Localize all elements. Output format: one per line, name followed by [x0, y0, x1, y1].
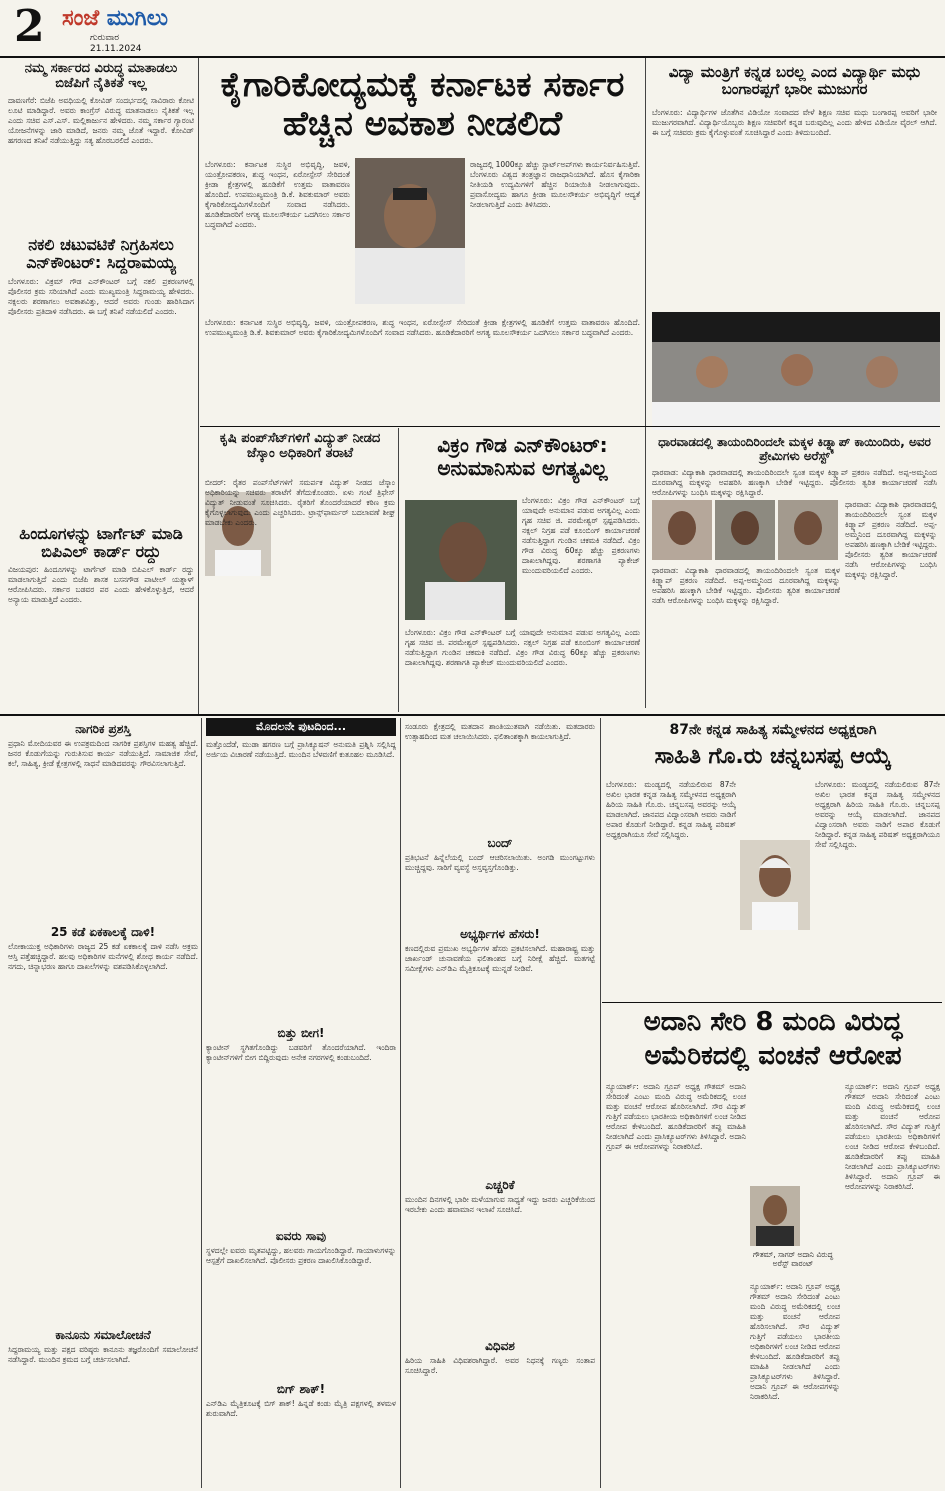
masthead: [0, 0, 945, 58]
column-divider: [201, 718, 202, 1488]
column-body: ಪ್ರತಿಭಟನೆ ಹಿನ್ನೆಲೆಯಲ್ಲಿ ಬಂದ್ ಆಚರಿಸಲಾಯಿತು. ಅಂಗಡಿ ಮುಂಗಟ್ಟುಗಳು ಮುಚ್ಚಿದ್ದವು. ಸಾರಿಗೆ ವ್ಯವಸ್ಥೆ ಅಸ್ತವ್ಯಸ್ತಗೊಂಡಿತ್ತು.: [405, 853, 595, 872]
column-body: ಸ್ಥಳದಲ್ಲೇ ಐವರು ಮೃತಪಟ್ಟಿದ್ದು, ಹಲವರು ಗಾಯಗೊಂಡಿದ್ದಾರೆ. ಗಾಯಾಳುಗಳನ್ನು ಆಸ್ಪತ್ರೆಗೆ ದಾಖಲಿಸಲಾಗಿದೆ. ಪೊಲೀಸರು ಪ್ರಕರಣ ದಾಖಲಿಸಿಕೊಂಡಿದ್ದಾರೆ.: [206, 1246, 396, 1265]
lead-body: ಬೆಂಗಳೂರು: ಕರ್ನಾಟಕ ಸುಸ್ಥಿರ ಅಭಿವೃದ್ಧಿ, ಜವಳಿ, ಯಂತ್ರೋಪಕರಣ, ಶುದ್ಧ ಇಂಧನ, ಏರೋಸ್ಪೇಸ್ ಸೇರಿದಂತೆ ಕ್ರೀಡಾ ಕ್ಷೇತ್ರಗಳಲ್ಲಿ ಹೂಡಿಕೆಗೆ ಉತ್ತಮ ವಾತಾವರಣ ಹೊಂದಿದೆ. ಉಪಮುಖ್ಯಮಂತ್ರಿ ಡಿ.ಕೆ. ಶಿವಕುಮಾರ್ ಅವರು ಕೈಗಾರಿಕೋದ್ಯಮಿಗಳೊಂದಿಗೆ ಸಂವಾದ ನಡೆಸಿದರು. ಹೂಡಿಕೆದಾರರಿಗೆ ಅಗತ್ಯ ಮೂಲಸೌಕರ್ಯ ಒದಗಿಸಲು ಸರ್ಕಾರ ಬದ್ಧವಾಗಿದೆ ಎಂದರು.: [205, 318, 640, 337]
story-headline: ನಮ್ಮ ಸರ್ಕಾರದ ವಿರುದ್ಧ ಮಾತಾಡಲು ಬಿಜೆಪಿಗೆ ನೈತಿಕತೆ ಇಲ್ಲ: [24, 61, 178, 91]
column-body: ಎನ್‌ಡಿಎ ಮೈತ್ರಿಕೂಟಕ್ಕೆ ಬಿಗ್ ಶಾಕ್! ಹಿನ್ನಡೆ ಕಂಡು ಮೈತ್ರಿ ಪಕ್ಷಗಳಲ್ಲಿ ತಳಮಳ ಶುರುವಾಗಿದೆ.: [206, 1399, 396, 1418]
dharwad-body: ಧಾರವಾಡ: ವಿದ್ಯಾಕಾಶಿ ಧಾರವಾಡದಲ್ಲಿ ತಾಯಂದಿರಿಂದಲೇ ಸ್ವಂತ ಮಕ್ಕಳ ಕಿಡ್ನ್ಯಾಪ್ ಪ್ರಕರಣ ನಡೆದಿದೆ. ಅಪ್ಪ-ಅಮ್ಮನಿಂದ ದೂರವಾಗಿದ್ದ ಮಕ್ಕಳನ್ನು ಅಪಹರಿಸಿ ಹಣಕ್ಕಾಗಿ ಬೇಡಿಕೆ ಇಟ್ಟಿದ್ದರು. ಪೊಲೀಸರು ತ್ವರಿತ ಕಾರ್ಯಾಚರಣೆ ನಡೆಸಿ ಆರೋಪಿಗಳನ್ನು ಬಂಧಿಸಿ ಮಕ್ಕಳನ್ನು ರಕ್ಷಿಸಿದ್ದಾರೆ.: [845, 500, 937, 579]
weekday: ಗುರುವಾರ: [90, 33, 120, 43]
sammelana-headline: 87ನೇ ಕನ್ನಡ ಸಾಹಿತ್ಯ ಸಮ್ಮೇಳನದ ಅಧ್ಯಕ್ಷರಾಗಿ: [669, 722, 877, 738]
sammelana-body: ಬೆಂಗಳೂರು: ಮಂಡ್ಯದಲ್ಲಿ ನಡೆಯಲಿರುವ 87ನೇ ಅಖಿಲ ಭಾರತ ಕನ್ನಡ ಸಾಹಿತ್ಯ ಸಮ್ಮೇಳನದ ಅಧ್ಯಕ್ಷರಾಗಿ ಹಿರಿಯ ಸಾಹಿತಿ ಗೊ.ರು. ಚನ್ನಬಸಪ್ಪ ಅವರನ್ನು ಆಯ್ಕೆ ಮಾಡಲಾಗಿದೆ. ಜಾನಪದ ವಿದ್ವಾಂಸರಾಗಿ ಅವರು ನಾಡಿಗೆ ಅಪಾರ ಕೊಡುಗೆ ನೀಡಿದ್ದಾರೆ. ಕನ್ನಡ ಸಾಹಿತ್ಯ ಪರಿಷತ್ ಅಧ್ಯಕ್ಷರಾಗಿಯೂ ಸೇವೆ ಸಲ್ಲಿಸಿದ್ದರು.: [606, 780, 736, 839]
accused-photo: [778, 500, 838, 560]
column-body: ಕಣದಲ್ಲಿರುವ ಪ್ರಮುಖ ಅಭ್ಯರ್ಥಿಗಳ ಹೆಸರು ಪ್ರಕಟಿಸಲಾಗಿದೆ. ಮಹಾರಾಷ್ಟ್ರ ಮತ್ತು ಜಾರ್ಖಂಡ್ ಚುನಾವಣೆಯ ಫಲಿತಾಂಶದ ಬಗ್ಗೆ ನಿರೀಕ್ಷೆ ಹೆಚ್ಚಿದೆ. ಮತಗಟ್ಟೆ ಸಮೀಕ್ಷೆಗಳು ಎನ್‌ಡಿಎ ಮೈತ್ರಿಕೂಟಕ್ಕೆ ಮುನ್ನಡೆ ನೀಡಿವೆ.: [405, 944, 595, 973]
adani-headline: ಅದಾನಿ ಸೇರಿ 8 ಮಂದಿ ವಿರುದ್ಧ: [643, 1007, 903, 1037]
adani-photo-caption: ಗೌತಮ್, ಸಾಗರ್ ಅದಾನಿ ವಿರುದ್ಧ ಅರೆಸ್ಟ್ ವಾರಂಟ್: [752, 1250, 834, 1268]
story-headline: ಹಿಂದೂಗಳನ್ನು ಟಾರ್ಗೆಟ್ ಮಾಡಿ ಬಿಪಿಎಲ್ ಕಾರ್ಡ್ ರದ್ದು: [19, 523, 183, 562]
continued-column-1: [8, 722, 198, 1482]
accused-photo: [652, 500, 712, 560]
column-body: ಹಿರಿಯ ಸಾಹಿತಿ ವಿಧಿವಶರಾಗಿದ್ದಾರೆ. ಅವರ ನಿಧನಕ್ಕೆ ಗಣ್ಯರು ಸಂತಾಪ ಸೂಚಿಸಿದ್ದಾರೆ.: [405, 1356, 595, 1375]
column-heading: ನಾಗರಿಕ ಪ್ರಶಸ್ತಿ: [75, 722, 131, 736]
column-divider: [198, 58, 199, 714]
column-heading: ಐವರು ಸಾವು: [275, 1229, 327, 1243]
column-heading: ಬಿಗ್ ಶಾಕ್!: [276, 1382, 326, 1396]
column-heading: ಕಾನೂನು ಸಮಾಲೋಚನೆ: [55, 1328, 151, 1342]
date: 21.11.2024: [90, 44, 142, 54]
krishi-headline: ಕೃಷಿ ಪಂಪ್‌ಸೆಟ್‌ಗಳಿಗೆ ವಿದ್ಯುತ್ ನೀಡದ ಜೆಸ್ಕಾಂ ಅಧಿಕಾರಿಗೆ ತರಾಟೆ: [219, 431, 381, 461]
continued-banner: ಮೊದಲನೇ ಪುಟದಿಂದ...: [206, 718, 396, 736]
section-rule: [602, 1002, 942, 1003]
education-headline: ವಿದ್ಯಾ ಮಂತ್ರಿಗೆ ಕನ್ನಡ ಬರಲ್ಲ ಎಂದ ವಿದ್ಯಾರ್ಥಿ ಮಧು ಬಂಗಾರಪ್ಪಗೆ ಭಾರೀ ಮುಜುಗರ: [668, 63, 921, 99]
column-body: ಸಂಡೂರು ಕ್ಷೇತ್ರದಲ್ಲಿ ಮತದಾನ ಶಾಂತಿಯುತವಾಗಿ ನಡೆಯಿತು. ಮತದಾರರು ಉತ್ಸಾಹದಿಂದ ಮತ ಚಲಾಯಿಸಿದರು. ಫಲಿತಾಂಶಕ್ಕಾಗಿ ಕಾಯಲಾಗುತ್ತಿದೆ.: [405, 722, 595, 741]
lead-body: ರಾಜ್ಯದಲ್ಲಿ 1000ಕ್ಕೂ ಹೆಚ್ಚು ಸ್ಟಾರ್ಟ್‌ಅಪ್‌ಗಳು ಕಾರ್ಯನಿರ್ವಹಿಸುತ್ತಿವೆ. ಬೆಂಗಳೂರು ವಿಶ್ವದ ತಂತ್ರಜ್ಞಾನ ರಾಜಧಾನಿಯಾಗಿದೆ. ಹೊಸ ಕೈಗಾರಿಕಾ ನೀತಿಯಡಿ ಉದ್ಯಮಿಗಳಿಗೆ ಹೆಚ್ಚಿನ ರಿಯಾಯಿತಿ ನೀಡಲಾಗುವುದು. ಪ್ರವಾಸೋದ್ಯಮ ಹಾಗೂ ಕ್ರೀಡಾ ಮೂಲಸೌಕರ್ಯ ಅಭಿವೃದ್ಧಿಗೆ ಆದ್ಯತೆ ನೀಡಲಾಗುತ್ತಿದೆ ಎಂದು ತಿಳಿಸಿದರು.: [470, 160, 640, 209]
adani-body: ನ್ಯೂಯಾರ್ಕ್: ಅದಾನಿ ಗ್ರೂಪ್ ಅಧ್ಯಕ್ಷ ಗೌತಮ್ ಅದಾನಿ ಸೇರಿದಂತೆ ಎಂಟು ಮಂದಿ ವಿರುದ್ಧ ಅಮೆರಿಕದಲ್ಲಿ ಲಂಚ ಮತ್ತು ವಂಚನೆ ಆರೋಪ ಹೊರಿಸಲಾಗಿದೆ. ಸೌರ ವಿದ್ಯುತ್ ಗುತ್ತಿಗೆ ಪಡೆಯಲು ಭಾರತೀಯ ಅಧಿಕಾರಿಗಳಿಗೆ ಲಂಚ ನೀಡಿದ ಆರೋಪ ಕೇಳಿಬಂದಿದೆ. ಹೂಡಿಕೆದಾರರಿಗೆ ತಪ್ಪು ಮಾಹಿತಿ ನೀಡಲಾಗಿದೆ ಎಂದು ಪ್ರಾಸಿಕ್ಯೂಟರ್‌ಗಳು ತಿಳಿಸಿದ್ದಾರೆ. ಅದಾನಿ ಗ್ರೂಪ್ ಈ ಆರೋಪಗಳನ್ನು ನಿರಾಕರಿಸಿದೆ.: [750, 1282, 840, 1401]
column-heading: 25 ಕಡೆ ಏಕಕಾಲಕ್ಕೆ ದಾಳಿ!: [50, 925, 156, 939]
dharwad-headline: ಧಾರವಾಡದಲ್ಲಿ ತಾಯಂದಿರಿಂದಲೇ ಮಕ್ಕಳ ಕಿಡ್ನ್ಯಾಪ್ ಕಾಯಿಂದಿರು, ಅವರ ಪ್ರೇಮಿಗಳು ಅರೆಸ್ಟ್: [658, 435, 931, 463]
column-heading: ಅಭ್ಯರ್ಥಿಗಳ ಹೆಸರು!: [460, 927, 540, 941]
vikram-headline: ವಿಕ್ರಂ ಗೌಡ ಎನ್‌ಕೌಂಟರ್: ಅನುಮಾನಿಸುವ ಅಗತ್ಯವಿಲ್ಲ: [437, 433, 608, 480]
go-ru-channabasappa-photo: [740, 840, 810, 930]
dk-shivakumar-photo: [355, 158, 465, 304]
column-heading: ಬಿತ್ತು ಬೀಗ!: [277, 1026, 325, 1040]
column-body: ಕ್ಯಾಂಟೀನ್ ಸ್ಥಗಿತಗೊಂಡಿದ್ದು ಬಡವರಿಗೆ ತೊಂದರೆಯಾಗಿದೆ. ಇಂದಿರಾ ಕ್ಯಾಂಟೀನ್‌ಗಳಿಗೆ ಬೀಗ ಬಿದ್ದಿರುವುದು ಅನೇಕ ನಗರಗಳಲ್ಲಿ ಕಂಡುಬಂದಿದೆ.: [206, 1043, 396, 1062]
gautam-adani-photo: [750, 1186, 800, 1246]
column-divider: [398, 428, 399, 712]
newspaper-logo: [62, 6, 168, 31]
column-heading: ಬಂದ್: [487, 836, 513, 850]
column-heading: ಎಚ್ಚರಿಕೆ: [485, 1178, 515, 1192]
sammelana-headline: ಸಾಹಿತಿ ಗೊ.ರು ಚನ್ನಬಸಪ್ಪ ಆಯ್ಕೆ: [654, 744, 892, 769]
column-divider: [645, 58, 646, 708]
issue-date: [90, 33, 142, 55]
krishi-body: ಬೀದರ್: ರೈತರ ಪಂಪ್‌ಸೆಟ್‌ಗಳಿಗೆ ಸಮರ್ಪಕ ವಿದ್ಯುತ್ ನೀಡದ ಜೆಸ್ಕಾಂ ಅಧಿಕಾರಿಯನ್ನು ಸಚಿವರು ತರಾಟೆಗೆ ತೆಗೆದುಕೊಂಡರು. ಏಳು ಗಂಟೆ ತ್ರಿಫೇಸ್ ವಿದ್ಯುತ್ ನೀಡುವಂತೆ ಸೂಚಿಸಿದರು. ರೈತರಿಗೆ ತೊಂದರೆಯಾದರೆ ಕಠಿಣ ಕ್ರಮ ಕೈಗೊಳ್ಳಲಾಗುವುದು ಎಂದು ಎಚ್ಚರಿಸಿದರು. ಟ್ರಾನ್ಸ್‌ಫಾರ್ಮರ್ ಬದಲಾವಣೆ ಶೀಘ್ರ ಮಾಡಬೇಕು ಎಂದರು.: [205, 478, 395, 527]
story-body: ವಿಜಯಪುರ: ಹಿಂದೂಗಳನ್ನು ಟಾರ್ಗೆಟ್ ಮಾಡಿ ಬಿಪಿಎಲ್ ಕಾರ್ಡ್ ರದ್ದು ಮಾಡಲಾಗುತ್ತಿದೆ ಎಂದು ಬಿಜೆಪಿ ಶಾಸಕ ಬಸನಗೌಡ ಪಾಟೀಲ್ ಯತ್ನಾಳ್ ಆರೋಪಿಸಿದರು. ಸರ್ಕಾರ ಬಡವರ ಪರ ಎಂದು ಹೇಳಿಕೊಳ್ಳುತ್ತಿದೆ, ಆದರೆ ಅನ್ಯಾಯ ಮಾಡುತ್ತಿದೆ ಎಂದರು.: [8, 565, 194, 605]
vikram-body: ಬೆಂಗಳೂರು: ವಿಕ್ರಂ ಗೌಡ ಎನ್‌ಕೌಂಟರ್ ಬಗ್ಗೆ ಯಾವುದೇ ಅನುಮಾನ ಪಡುವ ಅಗತ್ಯವಿಲ್ಲ ಎಂದು ಗೃಹ ಸಚಿವ ಜಿ. ಪರಮೇಶ್ವರ್ ಸ್ಪಷ್ಟಪಡಿಸಿದರು. ನಕ್ಸಲ್ ನಿಗ್ರಹ ಪಡೆ ಕೂಂಬಿಂಗ್ ಕಾರ್ಯಾಚರಣೆ ನಡೆಸುತ್ತಿದ್ದಾಗ ಗುಂಡಿನ ಚಕಮಕಿ ನಡೆದಿದೆ. ವಿಕ್ರಂ ಗೌಡ ವಿರುದ್ಧ 60ಕ್ಕೂ ಹೆಚ್ಚು ಪ್ರಕರಣಗಳು ದಾಖಲಾಗಿದ್ದವು. ಶರಣಾಗತಿ ಪ್ಯಾಕೇಜ್ ಮುಂದುವರಿಯಲಿದೆ ಎಂದರು.: [405, 628, 640, 667]
column-body: ಸಿದ್ದರಾಮಯ್ಯ ಮತ್ತು ಪಕ್ಷದ ವರಿಷ್ಠರು ಕಾನೂನು ತಜ್ಞರೊಂದಿಗೆ ಸಮಾಲೋಚನೆ ನಡೆಸಿದ್ದಾರೆ. ಮುಂದಿನ ಕ್ರಮದ ಬಗ್ಗೆ ಚರ್ಚಿಸಲಾಗಿದೆ.: [8, 1345, 198, 1364]
accused-photo: [715, 500, 775, 560]
adani-body: ನ್ಯೂಯಾರ್ಕ್: ಅದಾನಿ ಗ್ರೂಪ್ ಅಧ್ಯಕ್ಷ ಗೌತಮ್ ಅದಾನಿ ಸೇರಿದಂತೆ ಎಂಟು ಮಂದಿ ವಿರುದ್ಧ ಅಮೆರಿಕದಲ್ಲಿ ಲಂಚ ಮತ್ತು ವಂಚನೆ ಆರೋಪ ಹೊರಿಸಲಾಗಿದೆ. ಸೌರ ವಿದ್ಯುತ್ ಗುತ್ತಿಗೆ ಪಡೆಯಲು ಭಾರತೀಯ ಅಧಿಕಾರಿಗಳಿಗೆ ಲಂಚ ನೀಡಿದ ಆರೋಪ ಕೇಳಿಬಂದಿದೆ. ಹೂಡಿಕೆದಾರರಿಗೆ ತಪ್ಪು ಮಾಹಿತಿ ನೀಡಲಾಗಿದೆ ಎಂದು ಪ್ರಾಸಿಕ್ಯೂಟರ್‌ಗಳು ತಿಳಿಸಿದ್ದಾರೆ. ಅದಾನಿ ಗ್ರೂಪ್ ಈ ಆರೋಪಗಳನ್ನು ನಿರಾಕರಿಸಿದೆ.: [845, 1082, 940, 1191]
continued-column-3: [405, 722, 595, 1482]
column-body: ಲೋಕಾಯುಕ್ತ ಅಧಿಕಾರಿಗಳು ರಾಜ್ಯದ 25 ಕಡೆ ಏಕಕಾಲಕ್ಕೆ ದಾಳಿ ನಡೆಸಿ ಅಕ್ರಮ ಆಸ್ತಿ ಪತ್ತೆಹಚ್ಚಿದ್ದಾರೆ. ಹಲವು ಅಧಿಕಾರಿಗಳ ಮನೆಗಳಲ್ಲಿ ಶೋಧ ಕಾರ್ಯ ನಡೆದಿದೆ. ನಗದು, ಚಿನ್ನಾಭರಣ ಹಾಗೂ ದಾಖಲೆಗಳನ್ನು ವಶಪಡಿಸಿಕೊಳ್ಳಲಾಗಿದೆ.: [8, 942, 198, 971]
logo-part2: ಮುಗಿಲು: [106, 6, 168, 31]
education-body: ಬೆಂಗಳೂರು: ವಿದ್ಯಾರ್ಥಿಗಳ ಜೊತೆಗಿನ ವಿಡಿಯೋ ಸಂವಾದದ ವೇಳೆ ಶಿಕ್ಷಣ ಸಚಿವ ಮಧು ಬಂಗಾರಪ್ಪ ಅವರಿಗೆ ಭಾರೀ ಮುಜುಗರವಾಗಿದೆ. ವಿದ್ಯಾರ್ಥಿಯೊಬ್ಬರು ಶಿಕ್ಷಣ ಸಚಿವರಿಗೆ ಕನ್ನಡ ಬರುವುದಿಲ್ಲ ಎಂದು ಹೇಳಿದ ವಿಡಿಯೋ ವೈರಲ್ ಆಗಿದೆ. ಈ ಬಗ್ಗೆ ಸಚಿವರು ಕ್ರಮ ಕೈಗೊಳ್ಳುವಂತೆ ಸೂಚಿಸಿದ್ದಾರೆ ಎಂದು ತಿಳಿದುಬಂದಿದೆ.: [652, 108, 937, 137]
adani-headline: ಅಮೆರಿಕದಲ್ಲಿ ವಂಚನೆ ಆರೋಪ: [644, 1041, 902, 1071]
column-body: ಪ್ರಧಾನಿ ಮೋದಿಯವರ ಈ ಉಪಕ್ರಮದಿಂದ ನಾಗರಿಕ ಪ್ರಶಸ್ತಿಗಳ ಮಹತ್ವ ಹೆಚ್ಚಿದೆ. ಜನರ ಕೊಡುಗೆಯನ್ನು ಗುರುತಿಸುವ ಕಾರ್ಯ ನಡೆಯುತ್ತಿದೆ. ಸಾಮಾಜಿಕ ಸೇವೆ, ಕಲೆ, ಸಾಹಿತ್ಯ, ಕ್ರೀಡೆ ಕ್ಷೇತ್ರಗಳಲ್ಲಿ ಸಾಧನೆ ಮಾಡಿದವರನ್ನು ಗೌರವಿಸಲಾಗುತ್ತಿದೆ.: [8, 739, 198, 768]
column-divider: [400, 718, 401, 1488]
vikram-body: ಬೆಂಗಳೂರು: ವಿಕ್ರಂ ಗೌಡ ಎನ್‌ಕೌಂಟರ್ ಬಗ್ಗೆ ಯಾವುದೇ ಅನುಮಾನ ಪಡುವ ಅಗತ್ಯವಿಲ್ಲ ಎಂದು ಗೃಹ ಸಚಿವ ಜಿ. ಪರಮೇಶ್ವರ್ ಸ್ಪಷ್ಟಪಡಿಸಿದರು. ನಕ್ಸಲ್ ನಿಗ್ರಹ ಪಡೆ ಕೂಂಬಿಂಗ್ ಕಾರ್ಯಾಚರಣೆ ನಡೆಸುತ್ತಿದ್ದಾಗ ಗುಂಡಿನ ಚಕಮಕಿ ನಡೆದಿದೆ. ವಿಕ್ರಂ ಗೌಡ ವಿರುದ್ಧ 60ಕ್ಕೂ ಹೆಚ್ಚು ಪ್ರಕರಣಗಳು ದಾಖಲಾಗಿದ್ದವು. ಶರಣಾಗತಿ ಪ್ಯಾಕೇಜ್ ಮುಂದುವರಿಯಲಿದೆ ಎಂದರು.: [522, 496, 640, 575]
left-column: [8, 62, 194, 712]
lead-headline: ಕೈಗಾರಿಕೋದ್ಯಮಕ್ಕೆ ಕರ್ನಾಟಕ ಸರ್ಕಾರ ಹೆಚ್ಚಿನ ಅವಕಾಶ ನೀಡಲಿದೆ: [220, 65, 625, 145]
section-rule: [200, 426, 940, 427]
column-heading: ವಿಧಿವಶ: [485, 1339, 515, 1353]
adani-body: ನ್ಯೂಯಾರ್ಕ್: ಅದಾನಿ ಗ್ರೂಪ್ ಅಧ್ಯಕ್ಷ ಗೌತಮ್ ಅದಾನಿ ಸೇರಿದಂತೆ ಎಂಟು ಮಂದಿ ವಿರುದ್ಧ ಅಮೆರಿಕದಲ್ಲಿ ಲಂಚ ಮತ್ತು ವಂಚನೆ ಆರೋಪ ಹೊರಿಸಲಾಗಿದೆ. ಸೌರ ವಿದ್ಯುತ್ ಗುತ್ತಿಗೆ ಪಡೆಯಲು ಭಾರತೀಯ ಅಧಿಕಾರಿಗಳಿಗೆ ಲಂಚ ನೀಡಿದ ಆರೋಪ ಕೇಳಿಬಂದಿದೆ. ಹೂಡಿಕೆದಾರರಿಗೆ ತಪ್ಪು ಮಾಹಿತಿ ನೀಡಲಾಗಿದೆ ಎಂದು ಪ್ರಾಸಿಕ್ಯೂಟರ್‌ಗಳು ತಿಳಿಸಿದ್ದಾರೆ. ಅದಾನಿ ಗ್ರೂಪ್ ಈ ಆರೋಪಗಳನ್ನು ನಿರಾಕರಿಸಿದೆ.: [606, 1082, 746, 1151]
continued-column-2: [206, 740, 396, 1485]
column-body: ಮತ್ತೊಂದೆಡೆ, ಮುಡಾ ಹಗರಣ ಬಗ್ಗೆ ಪ್ರಾಸಿಕ್ಯೂಷನ್ ಅನುಮತಿ ಪ್ರಶ್ನಿಸಿ ಸಲ್ಲಿಸಿದ್ದ ಅರ್ಜಿಯ ವಿಚಾರಣೆ ನಡೆಯುತ್ತಿದೆ. ಮುಂದಿನ ಬೆಳವಣಿಗೆ ಕುತೂಹಲ ಮೂಡಿಸಿದೆ.: [206, 740, 396, 759]
dharwad-body: ಧಾರವಾಡ: ವಿದ್ಯಾಕಾಶಿ ಧಾರವಾಡದಲ್ಲಿ ತಾಯಂದಿರಿಂದಲೇ ಸ್ವಂತ ಮಕ್ಕಳ ಕಿಡ್ನ್ಯಾಪ್ ಪ್ರಕರಣ ನಡೆದಿದೆ. ಅಪ್ಪ-ಅಮ್ಮನಿಂದ ದೂರವಾಗಿದ್ದ ಮಕ್ಕಳನ್ನು ಅಪಹರಿಸಿ ಹಣಕ್ಕಾಗಿ ಬೇಡಿಕೆ ಇಟ್ಟಿದ್ದರು. ಪೊಲೀಸರು ತ್ವರಿತ ಕಾರ್ಯಾಚರಣೆ ನಡೆಸಿ ಆರೋಪಿಗಳನ್ನು ಬಂಧಿಸಿ ಮಕ್ಕಳನ್ನು ರಕ್ಷಿಸಿದ್ದಾರೆ.: [652, 468, 937, 497]
dharwad-body: ಧಾರವಾಡ: ವಿದ್ಯಾಕಾಶಿ ಧಾರವಾಡದಲ್ಲಿ ತಾಯಂದಿರಿಂದಲೇ ಸ್ವಂತ ಮಕ್ಕಳ ಕಿಡ್ನ್ಯಾಪ್ ಪ್ರಕರಣ ನಡೆದಿದೆ. ಅಪ್ಪ-ಅಮ್ಮನಿಂದ ದೂರವಾಗಿದ್ದ ಮಕ್ಕಳನ್ನು ಅಪಹರಿಸಿ ಹಣಕ್ಕಾಗಿ ಬೇಡಿಕೆ ಇಟ್ಟಿದ್ದರು. ಪೊಲೀಸರು ತ್ವರಿತ ಕಾರ್ಯಾಚರಣೆ ನಡೆಸಿ ಆರೋಪಿಗಳನ್ನು ಬಂಧಿಸಿ ಮಕ್ಕಳನ್ನು ರಕ್ಷಿಸಿದ್ದಾರೆ.: [652, 566, 840, 605]
lead-body: ಬೆಂಗಳೂರು: ಕರ್ನಾಟಕ ಸುಸ್ಥಿರ ಅಭಿವೃದ್ಧಿ, ಜವಳಿ, ಯಂತ್ರೋಪಕರಣ, ಶುದ್ಧ ಇಂಧನ, ಏರೋಸ್ಪೇಸ್ ಸೇರಿದಂತೆ ಕ್ರೀಡಾ ಕ್ಷೇತ್ರಗಳಲ್ಲಿ ಹೂಡಿಕೆಗೆ ಉತ್ತಮ ವಾತಾವರಣ ಹೊಂದಿದೆ. ಉಪಮುಖ್ಯಮಂತ್ರಿ ಡಿ.ಕೆ. ಶಿವಕುಮಾರ್ ಅವರು ಕೈಗಾರಿಕೋದ್ಯಮಿಗಳೊಂದಿಗೆ ಸಂವಾದ ನಡೆಸಿದರು. ಹೂಡಿಕೆದಾರರಿಗೆ ಅಗತ್ಯ ಮೂಲಸೌಕರ್ಯ ಒದಗಿಸಲು ಸರ್ಕಾರ ಬದ್ಧವಾಗಿದೆ ಎಂದರು.: [205, 160, 350, 229]
press-meet-photo: [652, 312, 940, 430]
section-rule: [0, 714, 945, 716]
logo-part1: ಸಂಜೆ: [62, 6, 100, 31]
parameshwar-photo: [405, 500, 517, 620]
story-body: ದಾವಣಗೆರೆ: ಬಿಜೆಪಿ ಅವಧಿಯಲ್ಲಿ ಕೋವಿಡ್ ಸಂದರ್ಭದಲ್ಲಿ ಸಾವಿರಾರು ಕೋಟಿ ಲೂಟಿ ಮಾಡಿದ್ದಾರೆ. ಅವರು ಕಾಂಗ್ರೆಸ್ ವಿರುದ್ಧ ಮಾತನಾಡಲು ನೈತಿಕತೆ ಇಲ್ಲ ಎಂದು ಸಚಿವ ಎಸ್.ಎಸ್. ಮಲ್ಲಿಕಾರ್ಜುನ ಹೇಳಿದರು. ನಮ್ಮ ಸರ್ಕಾರ ಗ್ಯಾರಂಟಿ ಯೋಜನೆಗಳನ್ನು ಜಾರಿ ಮಾಡಿದೆ, ಜನರು ನಮ್ಮ ಜೊತೆ ಇದ್ದಾರೆ. ಕೋವಿಡ್ ಹಗರಣದ ತನಿಖೆ ನಡೆಯುತ್ತಿದ್ದು ಸತ್ಯ ಹೊರಬರಲಿದೆ ಎಂದರು.: [8, 95, 194, 145]
page-number: 2: [14, 1, 45, 52]
column-divider: [600, 718, 601, 1488]
column-body: ಮುಂದಿನ ದಿನಗಳಲ್ಲಿ ಭಾರೀ ಮಳೆಯಾಗುವ ಸಾಧ್ಯತೆ ಇದ್ದು ಜನರು ಎಚ್ಚರಿಕೆಯಿಂದ ಇರಬೇಕು ಎಂದು ಹವಾಮಾನ ಇಲಾಖೆ ಸೂಚಿಸಿದೆ.: [405, 1195, 595, 1214]
sammelana-body: ಬೆಂಗಳೂರು: ಮಂಡ್ಯದಲ್ಲಿ ನಡೆಯಲಿರುವ 87ನೇ ಅಖಿಲ ಭಾರತ ಕನ್ನಡ ಸಾಹಿತ್ಯ ಸಮ್ಮೇಳನದ ಅಧ್ಯಕ್ಷರಾಗಿ ಹಿರಿಯ ಸಾಹಿತಿ ಗೊ.ರು. ಚನ್ನಬಸಪ್ಪ ಅವರನ್ನು ಆಯ್ಕೆ ಮಾಡಲಾಗಿದೆ. ಜಾನಪದ ವಿದ್ವಾಂಸರಾಗಿ ಅವರು ನಾಡಿಗೆ ಅಪಾರ ಕೊಡುಗೆ ನೀಡಿದ್ದಾರೆ. ಕನ್ನಡ ಸಾಹಿತ್ಯ ಪರಿಷತ್ ಅಧ್ಯಕ್ಷರಾಗಿಯೂ ಸೇವೆ ಸಲ್ಲಿಸಿದ್ದರು.: [815, 780, 940, 849]
story-body: ಬೆಂಗಳೂರು: ವಿಕ್ರಮ್ ಗೌಡ ಎನ್‌ಕೌಂಟರ್ ಬಗ್ಗೆ ನಕಲಿ ಪ್ರಕರಣಗಳಲ್ಲಿ ಪೊಲೀಸರ ಕ್ರಮ ಸರಿಯಾಗಿದೆ ಎಂದು ಮುಖ್ಯಮಂತ್ರಿ ಸಿದ್ದರಾಮಯ್ಯ ಹೇಳಿದರು. ನಕ್ಸಲರು ಶರಣಾಗಲು ಅವಕಾಶವಿತ್ತು, ಆದರೆ ಅವರು ಗುಂಡು ಹಾರಿಸಿದಾಗ ಪೊಲೀಸರು ಪ್ರತಿದಾಳಿ ನಡೆಸಿದರು. ಈ ಬಗ್ಗೆ ತನಿಖೆ ನಡೆಯಲಿದೆ ಎಂದರು.: [8, 276, 194, 316]
story-headline: ನಕಲಿ ಚಟುವಟಿಕೆ ನಿಗ್ರಹಿಸಲು ಎನ್‌ಕೌಂಟರ್: ಸಿದ್ದರಾಮಯ್ಯ: [26, 234, 176, 273]
